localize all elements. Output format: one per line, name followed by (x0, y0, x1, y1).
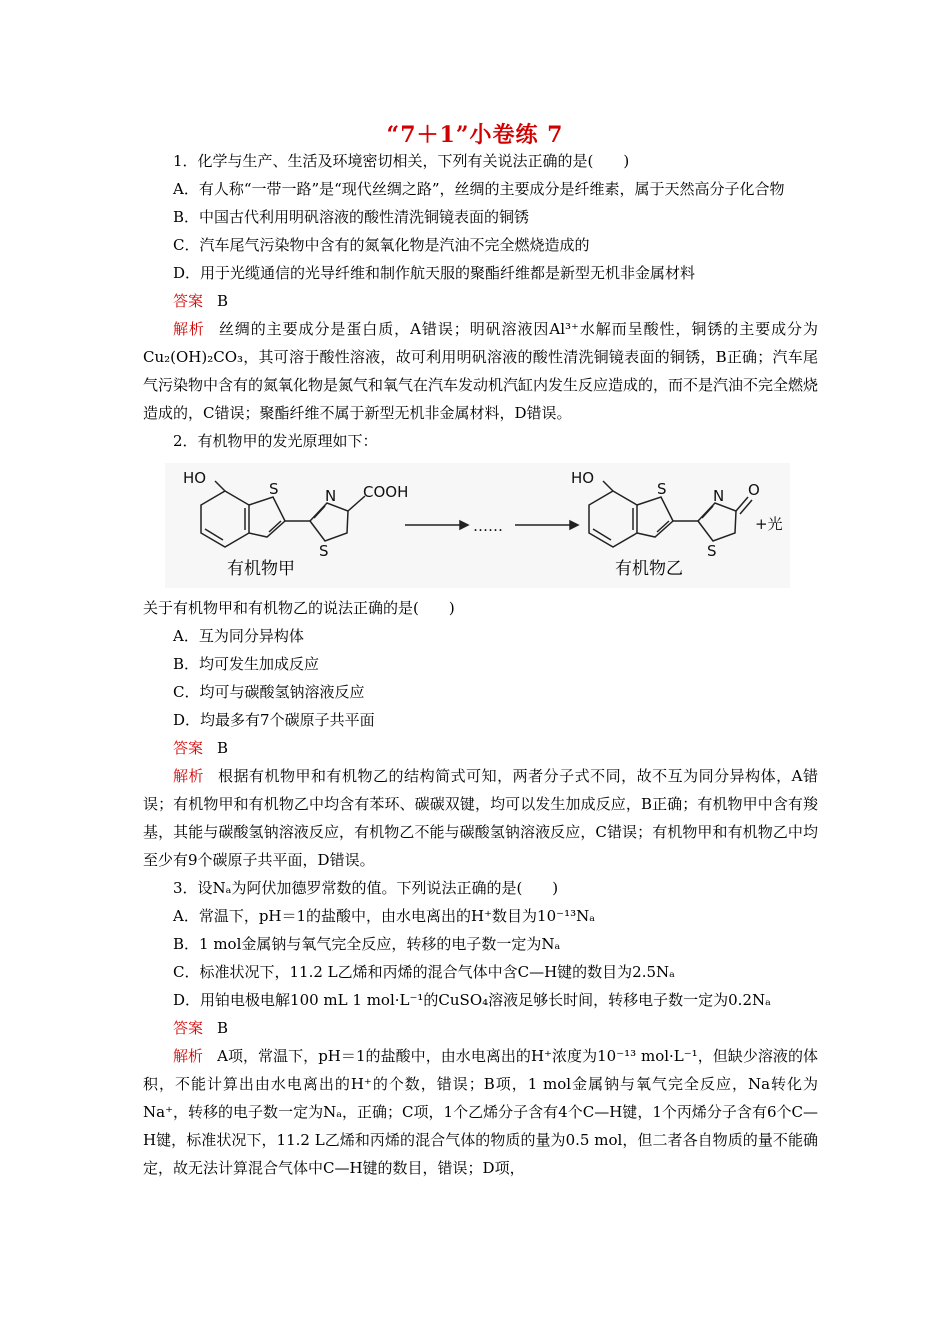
n-label-left: N (325, 487, 337, 505)
q1-option-d: D．用于光缆通信的光导纤维和制作航天服的聚酯纤维都是新型无机非金属材料 (173, 264, 696, 282)
o-label: O (748, 481, 760, 499)
q1-stem: 1．化学与生产、生活及环境密切相关，下列有关说法正确的是( ) (173, 152, 630, 170)
cooh-label: COOH (363, 483, 409, 501)
q1-answer (143, 287, 818, 315)
document-body (143, 147, 818, 1182)
q3-stem: 3．设Nₐ为阿伏加德罗常数的值。下列说法正确的是( ) (173, 879, 559, 897)
reaction-dots: …… (473, 517, 503, 535)
q2-answer-value: B (217, 739, 229, 757)
q1-analysis-text: 丝绸的主要成分是蛋白质，A错误；明矾溶液因Al³⁺水解而呈酸性，铜锈的主要成分为Cu₂(OH)₂CO₃，其可溶于酸性溶液，故可利用明矾溶液的酸性清洗铜镜表面的铜锈，B正确；汽车尾气污染物中含有的氮氧化物是氮气和氧气在汽车发动机汽缸内发生反应造成的，而不是汽油不完全燃烧造成的，C错误；聚酯纤维不属于新型无机非金属材料，D错误。 (143, 320, 819, 422)
s-label-left-2: S (319, 542, 329, 560)
q3-analysis-text: A项，常温下，pH＝1的盐酸中，由水电离出的H⁺浓度为10⁻¹³ mol·L⁻¹，但缺少溶液的体积，不能计算出由水电离出的H⁺的个数，错误；B项，1 mol金属钠与氧气完全反应，Na转化为Na⁺，转移的电子数一定为Nₐ，正确；C项，1个乙烯分子含有4个C—H键，1个丙烯分子含有6个C—H键，标准状况下，11.2 L乙烯和丙烯的混合气体的物质的量为0.5 mol，但二者各自物质的量不能确定，故无法计算混合气体中C—H键的数目，错误；D项， (143, 1047, 818, 1177)
caption-right: 有机物乙 (615, 559, 683, 579)
q2-stem: 2．有机物甲的发光原理如下： (173, 432, 378, 450)
ho-bond-left (215, 481, 225, 491)
q1-analysis (143, 315, 818, 427)
arrow-1-head (460, 521, 468, 529)
q2-question: 关于有机物甲和有机物乙的说法正确的是( ) (143, 599, 455, 617)
q2-option-c: C．均可与碳酸氢钠溶液反应 (173, 683, 365, 701)
q2-option-a: A．互为同分异构体 (173, 627, 304, 645)
answer-label: 答案 (173, 1019, 204, 1037)
benzene-ring-left (201, 491, 249, 547)
analysis-label: 解析 (173, 320, 205, 338)
q3-option-b: B．1 mol金属钠与氧气完全反应，转移的电子数一定为Nₐ (173, 935, 561, 953)
s-label-left-1: S (269, 480, 279, 498)
thiophene-ring-right (637, 497, 673, 537)
q2-answer (143, 734, 818, 762)
q3-option-c: C．标准状况下，11.2 L乙烯和丙烯的混合气体中含C—H键的数目为2.5Nₐ (173, 963, 675, 981)
benzene-double-bond-left-2 (205, 529, 223, 540)
arrow-2-head (570, 521, 578, 529)
q3-answer (143, 1014, 818, 1042)
cn-double-bond-left (314, 506, 325, 518)
ho-bond-right (603, 481, 613, 491)
cn-double-bond-right (702, 506, 713, 518)
ho-label-left: HO (183, 469, 207, 487)
ho-label-right: HO (571, 469, 595, 487)
caption-left: 有机物甲 (227, 559, 295, 579)
q3-option-d: D．用铂电极电解100 mL 1 mol·L⁻¹的CuSO₄溶液足够长时间，转移电子数一定为0.2Nₐ (173, 991, 771, 1009)
thiazoline-ring-right (698, 503, 736, 541)
n-label-right: N (713, 487, 725, 505)
light-label: +光 (755, 515, 783, 533)
page-title: “7＋1”小卷练 7 (386, 122, 564, 148)
analysis-label: 解析 (173, 1047, 204, 1065)
q1-option-c: C．汽车尾气污染物中含有的氮氧化物是汽油不完全燃烧造成的 (173, 236, 590, 254)
s-label-right-1: S (657, 480, 667, 498)
s-label-right-2: S (707, 542, 717, 560)
q3-option-a: A．常温下，pH＝1的盐酸中，由水电离出的H⁺数目为10⁻¹³Nₐ (173, 907, 596, 925)
benzene-double-bond-right-2 (593, 529, 611, 540)
q2-analysis (143, 762, 818, 874)
co-double-bond (740, 500, 752, 514)
q1-option-a: A．有人称“一带一路”是“现代丝绸之路”，丝绸的主要成分是纤维素，属于天然高分子化合物 (173, 180, 785, 198)
reaction-figure (165, 463, 790, 588)
q3-answer-value: B (217, 1019, 229, 1037)
co-bond (736, 497, 748, 511)
thiophene-ring-left (249, 497, 285, 537)
q2-option-d: D．均最多有7个碳原子共平面 (173, 711, 375, 729)
thiazoline-ring-left (310, 503, 348, 541)
q1-answer-value: B (217, 292, 229, 310)
q3-analysis (143, 1042, 818, 1182)
q1-option-b: B．中国古代利用明矾溶液的酸性清洗铜镜表面的铜锈 (173, 208, 530, 226)
q2-analysis-text: 根据有机物甲和有机物乙的结构简式可知，两者分子式不同，故不互为同分异构体，A错误；有机物甲和有机物乙中均含有苯环、碳碳双键，均可以发生加成反应，B正确；有机物甲中含有羧基，其能与碳酸氢钠溶液反应，有机物乙不能与碳酸氢钠溶液反应，C错误；有机物甲和有机物乙中均至少有9个碳原子共平面，D错误。 (143, 767, 818, 869)
q2-option-b: B．均可发生加成反应 (173, 655, 320, 673)
benzene-ring-right (589, 491, 637, 547)
answer-label: 答案 (173, 292, 204, 310)
analysis-label: 解析 (173, 767, 205, 785)
answer-label: 答案 (173, 739, 204, 757)
